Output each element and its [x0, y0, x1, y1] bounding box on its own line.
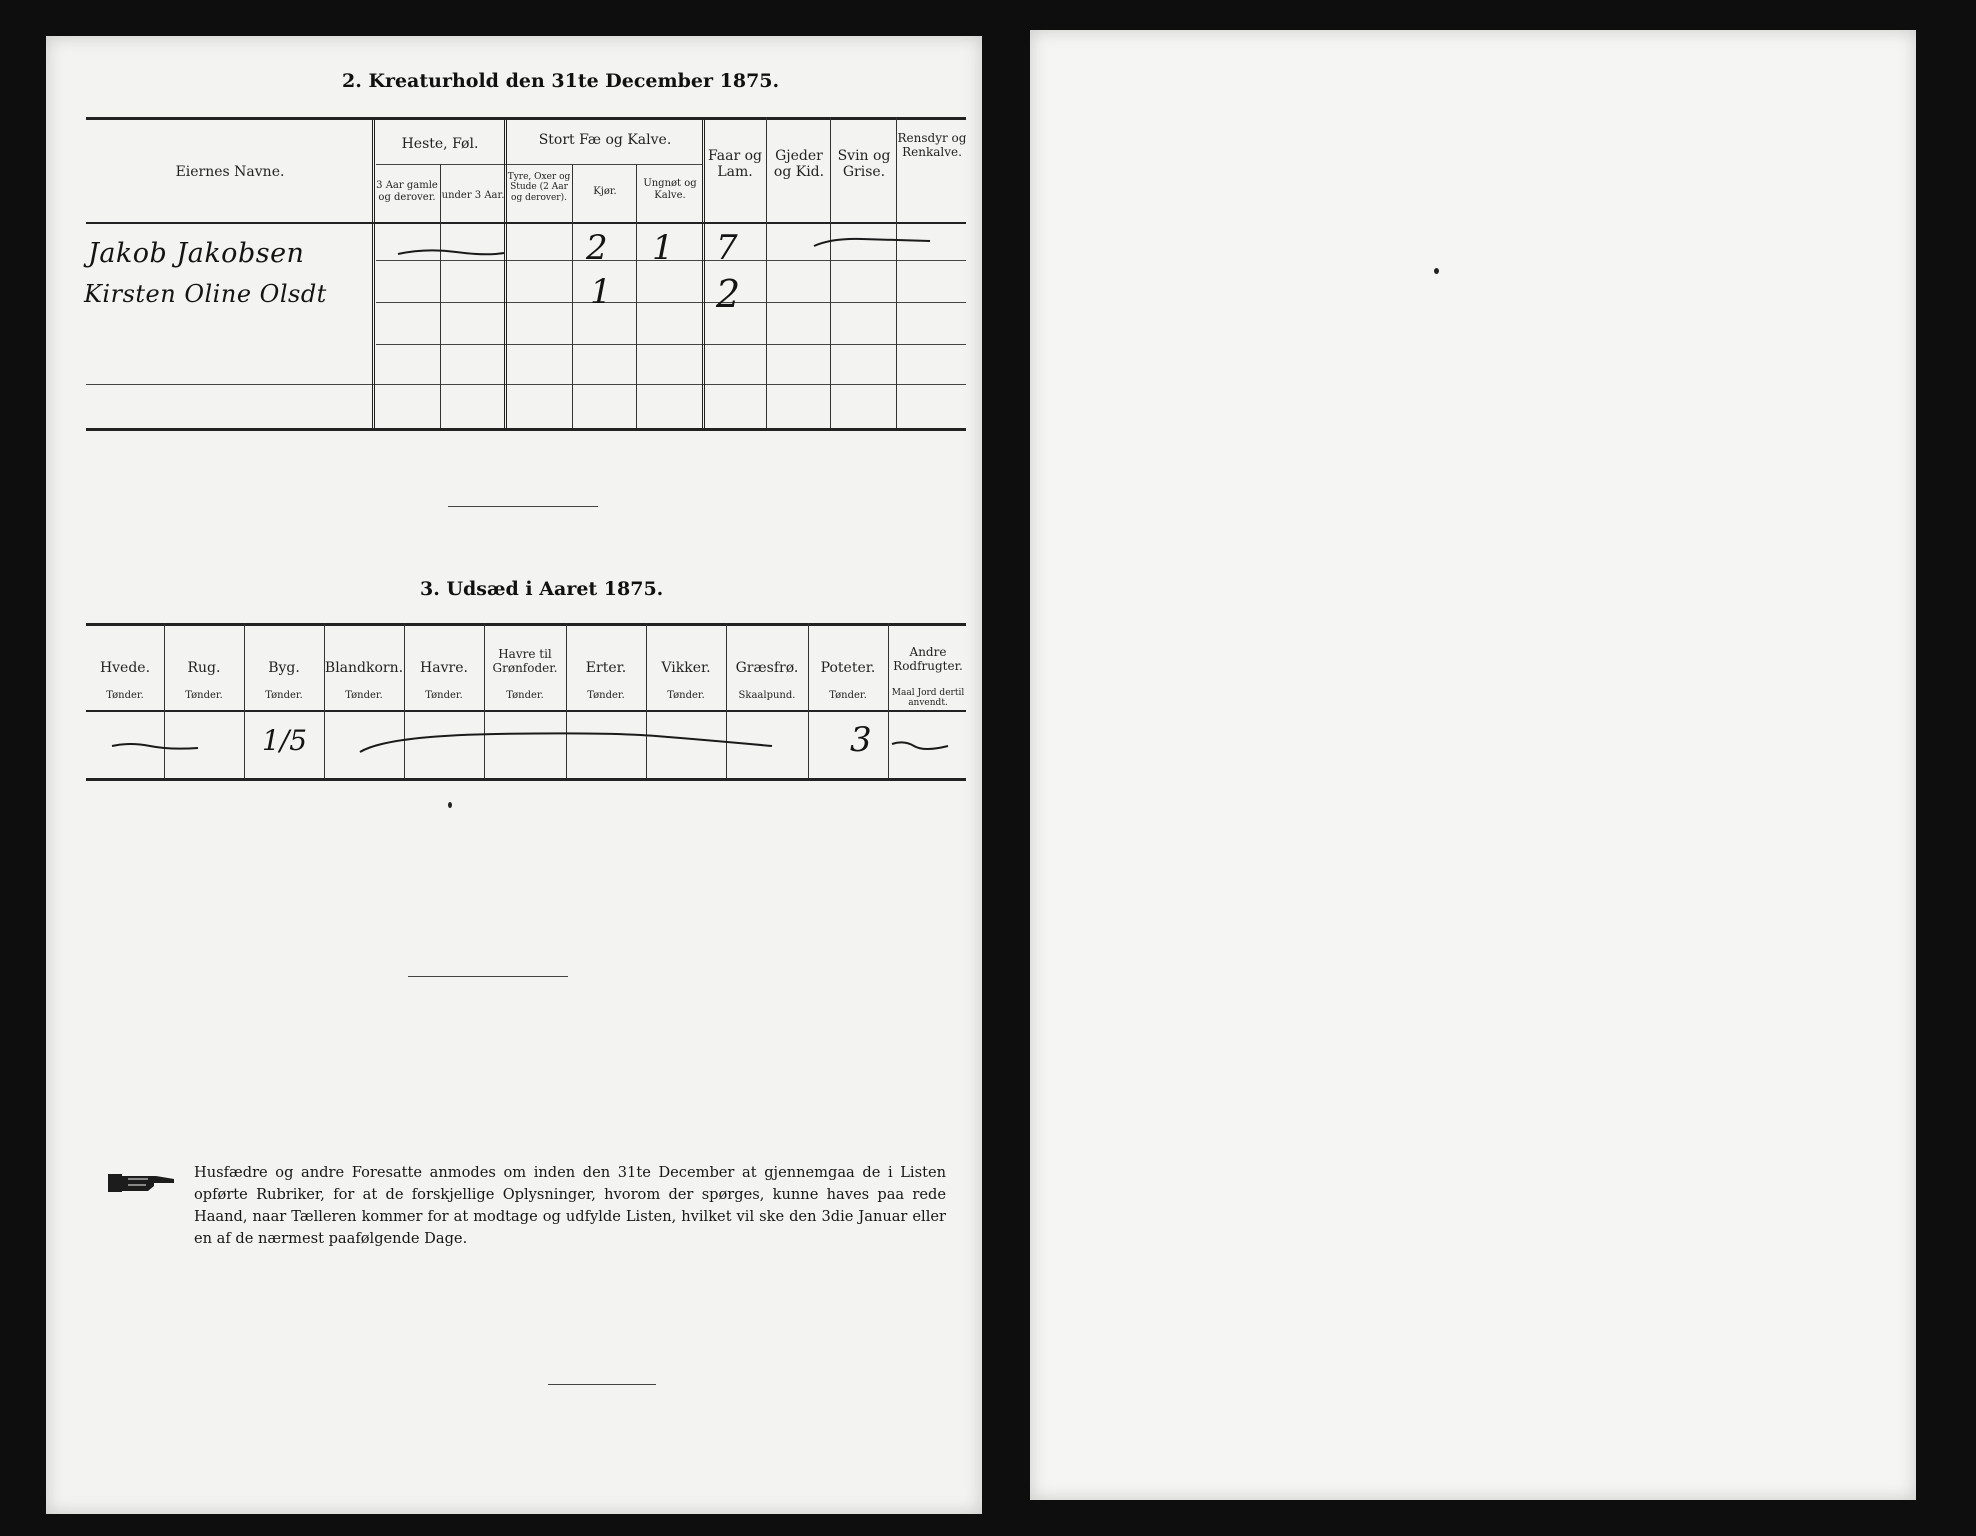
table2-top-rule	[86, 117, 966, 120]
bottom-separator	[548, 1384, 656, 1385]
unit-havre: Tønder.	[425, 690, 463, 701]
row-rule-2	[376, 302, 966, 303]
row-rule-3	[376, 344, 966, 345]
header-goats: Gjeder og Kid.	[773, 148, 825, 181]
horses-sub-rule	[376, 164, 506, 165]
table3-header-rule	[86, 710, 966, 712]
mid-separator	[408, 976, 568, 977]
right-page	[1030, 30, 1916, 1500]
header-bulls: Tyre, Oxer og Stude (2 Aar og derover).	[507, 172, 571, 203]
young-cattle-value-1: 1	[652, 228, 674, 268]
ink-mark	[448, 802, 452, 808]
owner-name-2: Kirsten Oline Olsdt	[84, 280, 327, 308]
header-young-cattle: Ungnøt og Kalve.	[643, 178, 697, 201]
col-rule-cattle	[504, 117, 507, 428]
cows-value-1: 2	[586, 228, 608, 268]
col-rule-goats	[766, 117, 767, 428]
header-blandkorn: Blandkorn.	[324, 660, 404, 676]
section2-title: 2. Kreaturhold den 31te December 1875.	[342, 70, 780, 92]
owner-name-1: Jakob Jakobsen	[88, 238, 305, 269]
col-rule-bulls	[572, 164, 573, 428]
dash-stroke-andre	[890, 738, 950, 754]
header-horses-young: under 3 Aar.	[441, 190, 505, 201]
header-havre-gronfoder: Havre til Grønfoder.	[492, 647, 558, 675]
header-horses: Heste, Føl.	[401, 136, 479, 152]
table2-header-rule	[86, 222, 966, 224]
col-rule-reindeer	[896, 117, 897, 428]
header-erter: Erter.	[585, 660, 627, 676]
table3-top-rule	[86, 623, 966, 626]
poteter-value: 3	[850, 720, 872, 760]
header-byg: Byg.	[268, 660, 300, 676]
col-rule-owners	[372, 117, 375, 428]
unit-vikker: Tønder.	[667, 690, 705, 701]
unit-poteter: Tønder.	[829, 690, 867, 701]
unit-andre-rodfrugter: Maal Jord dertil anvendt.	[891, 688, 965, 709]
header-pigs: Svin og Grise.	[837, 148, 891, 181]
unit-graesfro: Skaalpund.	[738, 690, 796, 701]
unit-blandkorn: Tønder.	[345, 690, 383, 701]
section-separator	[448, 506, 598, 507]
unit-havre-gronfoder: Tønder.	[506, 690, 544, 701]
header-sheep: Faar og Lam.	[708, 148, 762, 181]
header-owners: Eiernes Navne.	[175, 164, 285, 180]
dash-stroke-pigs	[812, 234, 932, 250]
table3-bottom-rule	[86, 778, 966, 781]
unit-erter: Tønder.	[587, 690, 625, 701]
unit-rug: Tønder.	[185, 690, 223, 701]
unit-byg: Tønder.	[265, 690, 303, 701]
header-vikker: Vikker.	[661, 660, 711, 676]
row-rule-4	[86, 384, 966, 385]
header-graesfro: Græsfrø.	[735, 660, 799, 676]
dash-stroke-blandkorn-graesfro	[356, 728, 776, 758]
table2-bottom-rule	[86, 428, 966, 431]
cattle-sub-rule	[506, 164, 702, 165]
col-rule-horses	[440, 164, 441, 428]
col-rule-cows	[636, 164, 637, 428]
dash-stroke-horses	[396, 246, 506, 260]
col-rule-pigs	[830, 117, 831, 428]
cows-value-2: 1	[590, 272, 612, 312]
section3-title: 3. Udsæd i Aaret 1875.	[420, 578, 664, 600]
header-poteter: Poteter.	[820, 660, 876, 676]
header-rug: Rug.	[187, 660, 221, 676]
header-reindeer: Rensdyr og Renkalve.	[897, 131, 967, 159]
header-hvede: Hvede.	[99, 660, 151, 676]
right-page-dot	[1434, 268, 1439, 274]
byg-value: 1/5	[262, 724, 308, 757]
header-cattle: Stort Fæ og Kalve.	[538, 132, 672, 148]
header-horses-old: 3 Aar gamle og derover.	[376, 180, 438, 203]
header-cows: Kjør.	[593, 186, 617, 197]
sheep-value-2: 2	[716, 272, 741, 316]
pointing-hand-icon	[108, 1166, 178, 1196]
dash-stroke-hvede-rug	[110, 738, 200, 754]
header-andre-rodfrugter: Andre Rodfrugter.	[893, 645, 963, 673]
notice-text: Husfædre og andre Foresatte anmodes om inden den 31te December at gjennemgaa de i Listen opførte Rubriker, for at de forskjellige Oplysninger, hvorom der spørges, kunne haves paa rede Haand, naar Tælleren kommer for at modtage og udfylde Listen, hvilket vil ske den 3die Januar eller en af de nærmest paafølgende Dage.	[194, 1164, 946, 1247]
sheep-value-1: 7	[716, 228, 738, 268]
header-havre: Havre.	[420, 660, 468, 676]
unit-hvede: Tønder.	[106, 690, 144, 701]
